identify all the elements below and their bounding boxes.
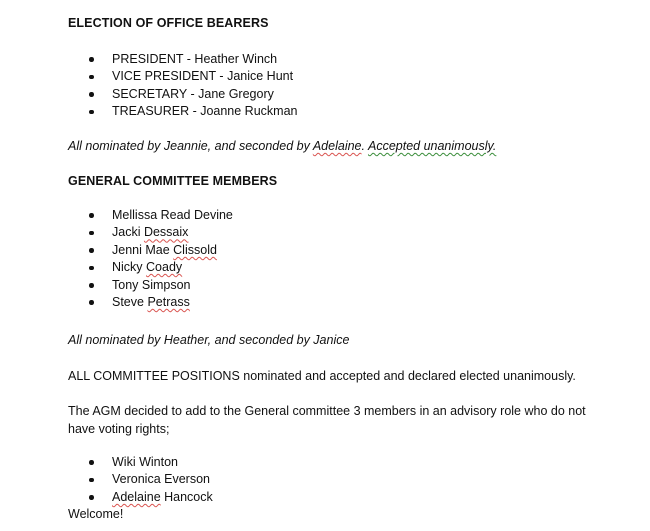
- advisory-paragraph-line1: The AGM decided to add to the General committee 3 members in an advisory role who do not: [68, 404, 586, 418]
- general-committee-note: All nominated by Heather, and seconded by Janice: [68, 333, 350, 347]
- bullet-icon: [89, 300, 94, 305]
- advisory-paragraph-line2: have voting rights;: [68, 422, 170, 436]
- closing-text: Welcome!: [68, 507, 124, 521]
- bullet-icon: [89, 478, 94, 483]
- bullet-icon: [89, 110, 94, 115]
- bullet-icon: [89, 495, 94, 500]
- general-committee-heading: GENERAL COMMITTEE MEMBERS: [68, 174, 278, 188]
- bullet-icon: [89, 92, 94, 97]
- bullet-icon: [89, 266, 94, 271]
- bullet-icon: [89, 460, 94, 465]
- office-bearers-heading: ELECTION OF OFFICE BEARERS: [68, 16, 269, 30]
- bullet-icon: [89, 283, 94, 288]
- bullet-icon: [89, 213, 94, 218]
- office-bearers-note: All nominated by Jeannie, and seconded by Adelaine. Accepted unanimously.: [68, 139, 497, 153]
- bullet-icon: [89, 231, 94, 236]
- document-page: ELECTION OF OFFICE BEARERS PRESIDENT - Heather Winch VICE PRESIDENT - Janice Hunt SECRETARY - Jane Gregory TREASURER - Joanne Ruckman All nominated by Jeannie, and seconded by Adelaine. Accepted unanimously. GENERAL COMMITTEE MEMBERS Mellissa Read Devine Jacki Dessaix Jenni Mae Clissold Nicky Coady Tony Simpson Steve Petrass All nominated by Heather, and seconded by Janice ALL COMMITTEE POSITIONS nominated and accepted and declared elected unanimously. The AGM decided to add to the General committee 3 members in an advisory role who do not have voting rights; Wiki Winton Veronica Everson Adelaine Hancock Welcome!: [68, 16, 586, 521]
- all-positions-statement: ALL COMMITTEE POSITIONS nominated and accepted and declared elected unanimously.: [68, 369, 576, 383]
- bullet-icon: [89, 75, 94, 80]
- bullet-icon: [89, 57, 94, 62]
- bullet-icon: [89, 248, 94, 253]
